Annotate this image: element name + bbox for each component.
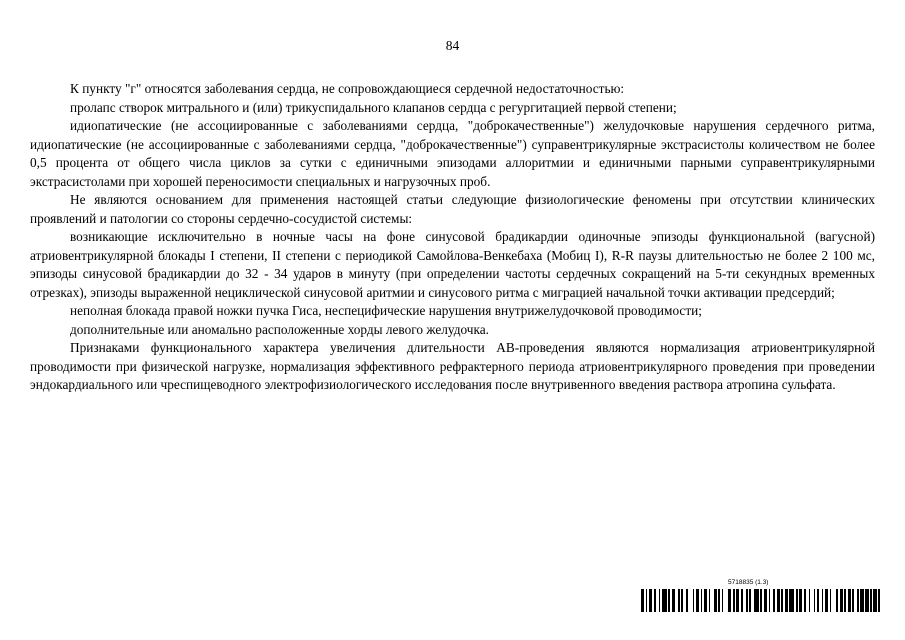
paragraph-idiopathic: идиопатические (не ассоциированные с заболеваниями сердца, "доброкачественные") желудочковые нарушения сердечного ритма, идиопатические (не ассоциированные с заболеваниями сердца, "доброкачественные") суправентрикулярные экстрасистолы количеством не более 0,5 процента от общего числа циклов за сутки с единичными эпизодами аллоритмии и единичными парными суправентрикулярными экстрасистолами при хорошей переносимости специальных и нагрузочных проб. [30,118,875,189]
paragraph-av-conduction: Признаками функционального характера увеличения длительности АВ-проведения являются нормализация атриовентрикулярной проводимости при физической нагрузке, нормализация эффективного рефрактерного периода атриовентрикулярного проведения при проведении эндокардиального или чреспищеводного электрофизиологического исследования после внутривенного введения раствора атропина сульфата. [30,340,875,392]
barcode-image [641,589,881,612]
paragraph-night-episodes: возникающие исключительно в ночные часы на фоне синусовой брадикардии одиночные эпизоды функциональной (вагусной) атриовентрикулярной блокады I степени, II степени с периодикой Самойлова-Венкебаха (Мобиц I), R-R паузы длительностью не более 2 100 мс, эпизоды синусовой брадикардии до 32 - 34 ударов в минуту (при определении частоты сердечных сокращений на 5-ти секундных временных отрезках), эпизоды выраженной нециклической синусовой аритмии и синусового ритма с миграцией начальной точки активации предсердий; [30,229,875,300]
paragraph-chords: дополнительные или аномально расположенные хорды левого желудочка. [70,321,489,337]
paragraph-not-grounds: Не являются основанием для применения настоящей статьи следующие физиологические феномены при отсутствии клинических проявлений и патологии со стороны сердечно-сосудистой системы: [30,192,875,226]
paragraph-prolapse: пролапс створок митрального и (или) трикуспидального клапанов сердца с регургитацией первой степени; [70,99,677,115]
document-body [30,80,875,395]
barcode-bar [878,589,880,612]
paragraph-bundle-branch-block: неполная блокада правой ножки пучка Гиса, неспецифические нарушения внутрижелудочковой проводимости; [70,303,702,318]
page-number: 84 [445,38,460,53]
paragraph-intro: К пункту "г" относятся заболевания сердца, не сопровождающиеся сердечной недостаточностью: [70,81,625,96]
barcode-caption: 5718835 (1.3) [728,579,769,586]
